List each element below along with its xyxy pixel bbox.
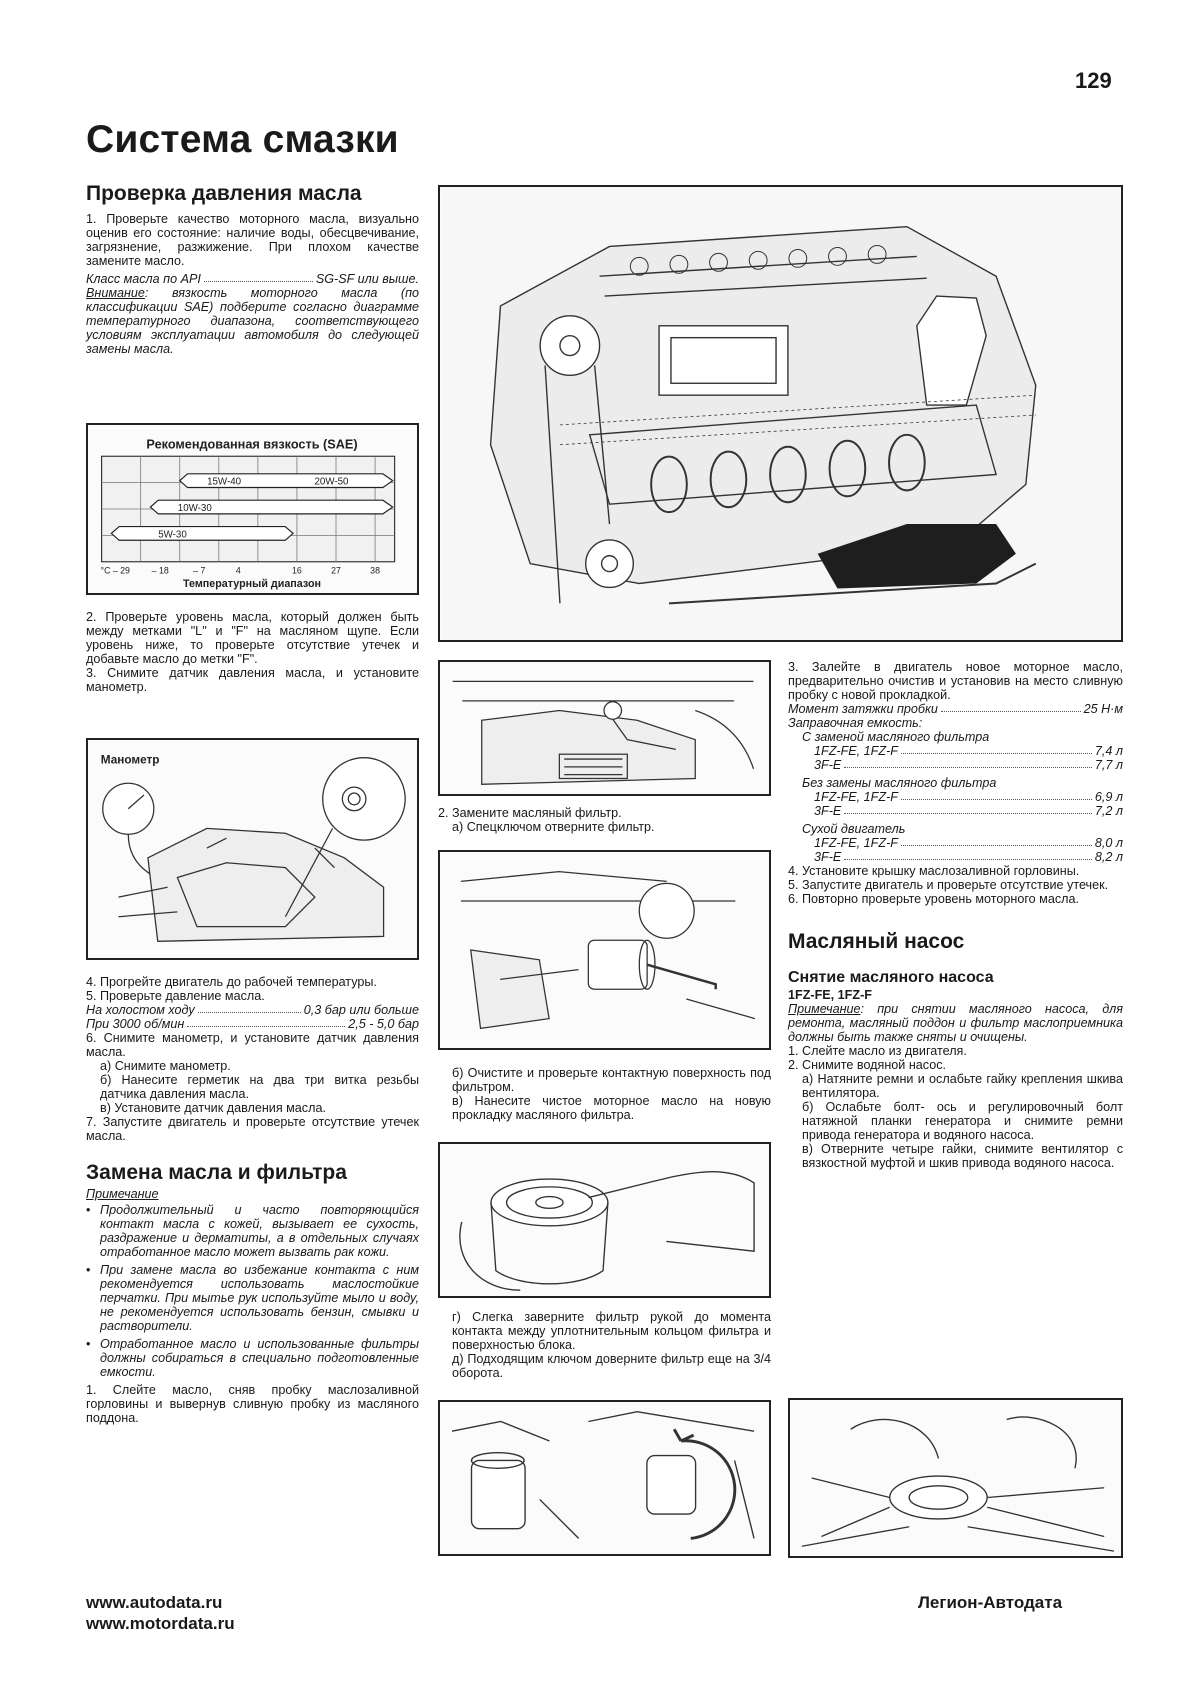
step-m2: б) Очистите и проверьте контактную поверхность под фильтром. [452,1066,771,1094]
sae-chart-xlabel: Температурный диапазон [183,578,322,591]
band-label-20w50: 20W-50 [314,476,349,488]
note-label: Внимание [86,286,145,300]
tick-7: 38 [370,565,380,576]
step-1: 1. Проверьте качество моторного масла, визуально оценив его состояние: наличие воды, обесцвечивание, загрязнение, разжижение. При плохом качестве замените масло. [86,212,419,268]
volume-value: 7,4 л [1094,744,1123,758]
step-r4: 4. Установите крышку маслозаливной горловины. [788,864,1080,878]
mid-text-1 [438,806,771,834]
page-title: Система смазки [86,118,399,161]
oil-filter [588,940,647,989]
footer-url-motordata[interactable]: www.motordata.ru [86,1614,235,1633]
step-5: 5. Проверьте давление масла. [86,989,265,1003]
footer-publisher: Легион-Автодата [918,1593,1063,1612]
footer-url-autodata[interactable]: www.autodata.ru [86,1593,223,1612]
timing-gear [540,316,599,375]
eng-label: 1FZ-FE, 1FZ-F [814,790,898,804]
step-r5: 5. Запустите двигатель и проверьте отсутствие утечек. [788,878,1109,892]
left-column-top [86,182,419,356]
step-r6: 6. Повторно проверьте уровень моторного масла. [788,892,1079,906]
idle-spec [86,1003,419,1017]
filter-gasket-figure [438,1142,771,1298]
tick-2: – 18 [151,565,169,576]
cap-dry-label: Сухой двигатель [802,822,906,836]
volume-value: 7,7 л [1094,758,1123,772]
step-6c: в) Установите датчик давления масла. [100,1101,326,1115]
step-s2b: б) Ослабьте болт- ось и регулировочный болт натяжной планки генератора и снимите ремни привода генератора и водяного насоса. [802,1100,1123,1142]
left-column-mid [86,610,419,694]
cap-with-row-2 [788,758,1123,772]
step-6: 6. Снимите манометр, и установите датчик давления масла. [86,1031,419,1059]
eng-label: 1FZ-FE, 1FZ-F [814,836,898,850]
cap-without-filter-label: Без замены масляного фильтра [802,776,997,790]
note2-label: Примечание [86,1187,159,1201]
sae-chart-svg [88,425,417,593]
manometer-illustration [88,740,417,958]
tick-4: 4 [235,565,241,576]
step-m1a: а) Спецключом отверните фильтр. [452,820,655,834]
eng-label: 1FZ-FE, 1FZ-F [814,744,898,758]
subsection-pump-removal: Снятие масляного насоса [788,969,994,986]
detail-circle [323,758,405,840]
gauge-dial [103,783,154,834]
cap-wo-row-2 [788,804,1123,818]
step-6b: б) Нанесите герметик на два три витка резьбы датчика давления масла. [100,1073,419,1101]
tick-3: – 7 [193,565,206,576]
footer-urls [86,1592,235,1634]
filter-tighten-figure [438,1400,771,1556]
manometer-label: Манометр [100,753,160,767]
step-3: 3. Снимите датчик давления масла, и установите манометр. [86,666,419,694]
section-title-oil-pressure: Проверка давления масла [86,182,362,205]
tick-1: °C – 29 [100,565,130,576]
bullet-3-text: Отработанное масло и использованные фильтры должны собираться в специально подготовленные емкости. [100,1337,419,1379]
bullet-1-text: Продолжительный и часто повторяющийся контакт масла с кожей, вызывает ее сухость, раздражение и дерматиты, а в отдельных случаях отработанное масло может вызвать рак кожи. [100,1203,419,1259]
right-column-top [788,660,1123,1170]
mid-text-2 [438,1066,771,1122]
step-drain: 1. Слейте масло, сняв пробку маслозаливной горловины и вывернув сливную пробку из масляного поддона. [86,1383,419,1425]
filter-tighten-illustration [440,1402,769,1554]
step-2: 2. Проверьте уровень масла, который должен быть между метками "L" и "F" на масляном щупе. Если уровень ниже, то проверьте отсутствие утечек и добавьте масло до метки "F". [86,610,419,666]
step-s2: 2. Снимите водяной насос. [788,1058,947,1072]
torque-label: Момент затяжки пробки [788,702,938,716]
cap-with-row-1 [788,744,1123,758]
fan-removal-illustration [790,1400,1121,1556]
eng-label: 3F-E [814,758,842,772]
band-label-5w30: 5W-30 [158,529,187,541]
page-number: 129 [1075,68,1112,93]
band-label-15w40: 15W-40 [207,476,242,488]
eng-label: 3F-E [814,804,842,818]
api-label: Класс масла по API [86,272,201,286]
cap-wo-row-1 [788,790,1123,804]
viscosity-note [86,286,419,356]
step-m3: в) Нанесите чистое моторное масло на новую прокладку масляного фильтра. [452,1094,771,1122]
tick-6: 27 [331,565,341,576]
engine-illustration [440,187,1121,640]
sae-viscosity-chart [86,423,419,595]
step-m4: г) Слегка заверните фильтр рукой до момента контакта между уплотнительным кольцом фильтра и поверхностью блока. [452,1310,771,1352]
filter-location-illustration [440,662,769,794]
rpm-value: 2,5 - 5,0 бар [348,1017,419,1031]
engine-lubrication-figure [438,185,1123,642]
pump-note [788,1002,1123,1044]
rpm-spec [86,1017,419,1031]
engine-models: 1FZ-FE, 1FZ-F [788,988,872,1002]
sae-chart-title: Рекомендованная вязкость (SAE) [146,437,358,452]
tick-5: 16 [292,565,302,576]
bullet-2-text: При замене масла во избежание контакта с ним рекомендуется использовать маслостойкие перчатки. При мытье рук используйте мыло и воду, не рекомендуется использовать бензин, смывки и растворители. [100,1263,419,1333]
api-value: SG-SF или выше. [315,272,419,286]
crank-pulley [586,540,634,588]
step-m5: д) Подходящим ключом доверните фильтр еще на 3/4 оборота. [452,1352,771,1380]
manometer-figure [86,738,419,960]
cap-with-filter-label: С заменой масляного фильтра [802,730,990,744]
step-s1: 1. Слейте масло из двигателя. [788,1044,967,1058]
torque-value: 25 Н·м [1083,702,1123,716]
note3-label: Примечание [788,1002,861,1016]
step-6a: а) Снимите манометр. [100,1059,231,1073]
note3-text: : при снятии масляного насоса, для ремонта, масляный поддон и фильтр маслоприемника должны быть также сняты и очищены. [788,1002,1123,1044]
step-m1: 2. Замените масляный фильтр. [438,806,622,820]
bullet-3: • Отработанное масло и использованные фильтры должны собираться в специально подготовленные емкости. [86,1337,419,1379]
bullet-2: • При замене масла во избежание контакта с ним рекомендуется использовать маслостойкие перчатки. При мытье рук используйте мыло и воду, не рекомендуется использовать бензин, смывки и растворители. [86,1263,419,1333]
filter-wrench-figure [438,850,771,1050]
step-s2c: в) Отверните четыре гайки, снимите вентилятор с вязкостной муфтой и шкив привода водяного насоса. [802,1142,1123,1170]
capacity-label: Заправочная емкость: [788,716,923,730]
oil-filter-location-figure [438,660,771,796]
eng-label: 3F-E [814,850,842,864]
idle-value: 0,3 бар или больше [303,1003,419,1017]
step-7: 7. Запустите двигатель и проверьте отсутствие утечек масла. [86,1115,419,1143]
step-s2a: а) Натяните ремни и ослабьте гайку крепления шкива вентилятора. [802,1072,1123,1100]
volume-value: 8,2 л [1094,850,1123,864]
cap-dry-row-1 [788,836,1123,850]
note-text: : вязкость моторного масла (по классификации SAE) подберите согласно диаграмме температурного диапазона, соответствующего условиям эксплуатации автомобиля до следующей замены масла. [86,286,419,356]
mid-text-3 [438,1310,771,1380]
api-spec [86,272,419,286]
volume-value: 6,9 л [1094,790,1123,804]
band-label-10w30: 10W-30 [177,502,212,514]
band-5w30 [111,527,293,541]
left-column-bottom [86,975,419,1425]
fan-removal-figure [788,1398,1123,1558]
filter-wrench-illustration [440,852,769,1048]
rpm-label: При 3000 об/мин [86,1017,185,1031]
cap-dry-row-2 [788,850,1123,864]
step-r1: 3. Залейте в двигатель новое моторное масло, предварительно очистив и установив на место сливную пробку с новой прокладкой. [788,660,1123,702]
section-title-oil-pump: Масляный насос [788,930,965,953]
idle-label: На холостом ходу [86,1003,195,1017]
step-4: 4. Прогрейте двигатель до рабочей температуры. [86,975,377,989]
volume-value: 8,0 л [1094,836,1123,850]
volume-value: 7,2 л [1094,804,1123,818]
filter-gasket-illustration [440,1144,769,1296]
torque-spec [788,702,1123,716]
bullet-1: • Продолжительный и часто повторяющийся контакт масла с кожей, вызывает ее сухость, раздражение и дерматиты, а в отдельных случаях отработанное масло может вызвать рак кожи. [86,1203,419,1259]
section-title-oil-change: Замена масла и фильтра [86,1161,347,1184]
